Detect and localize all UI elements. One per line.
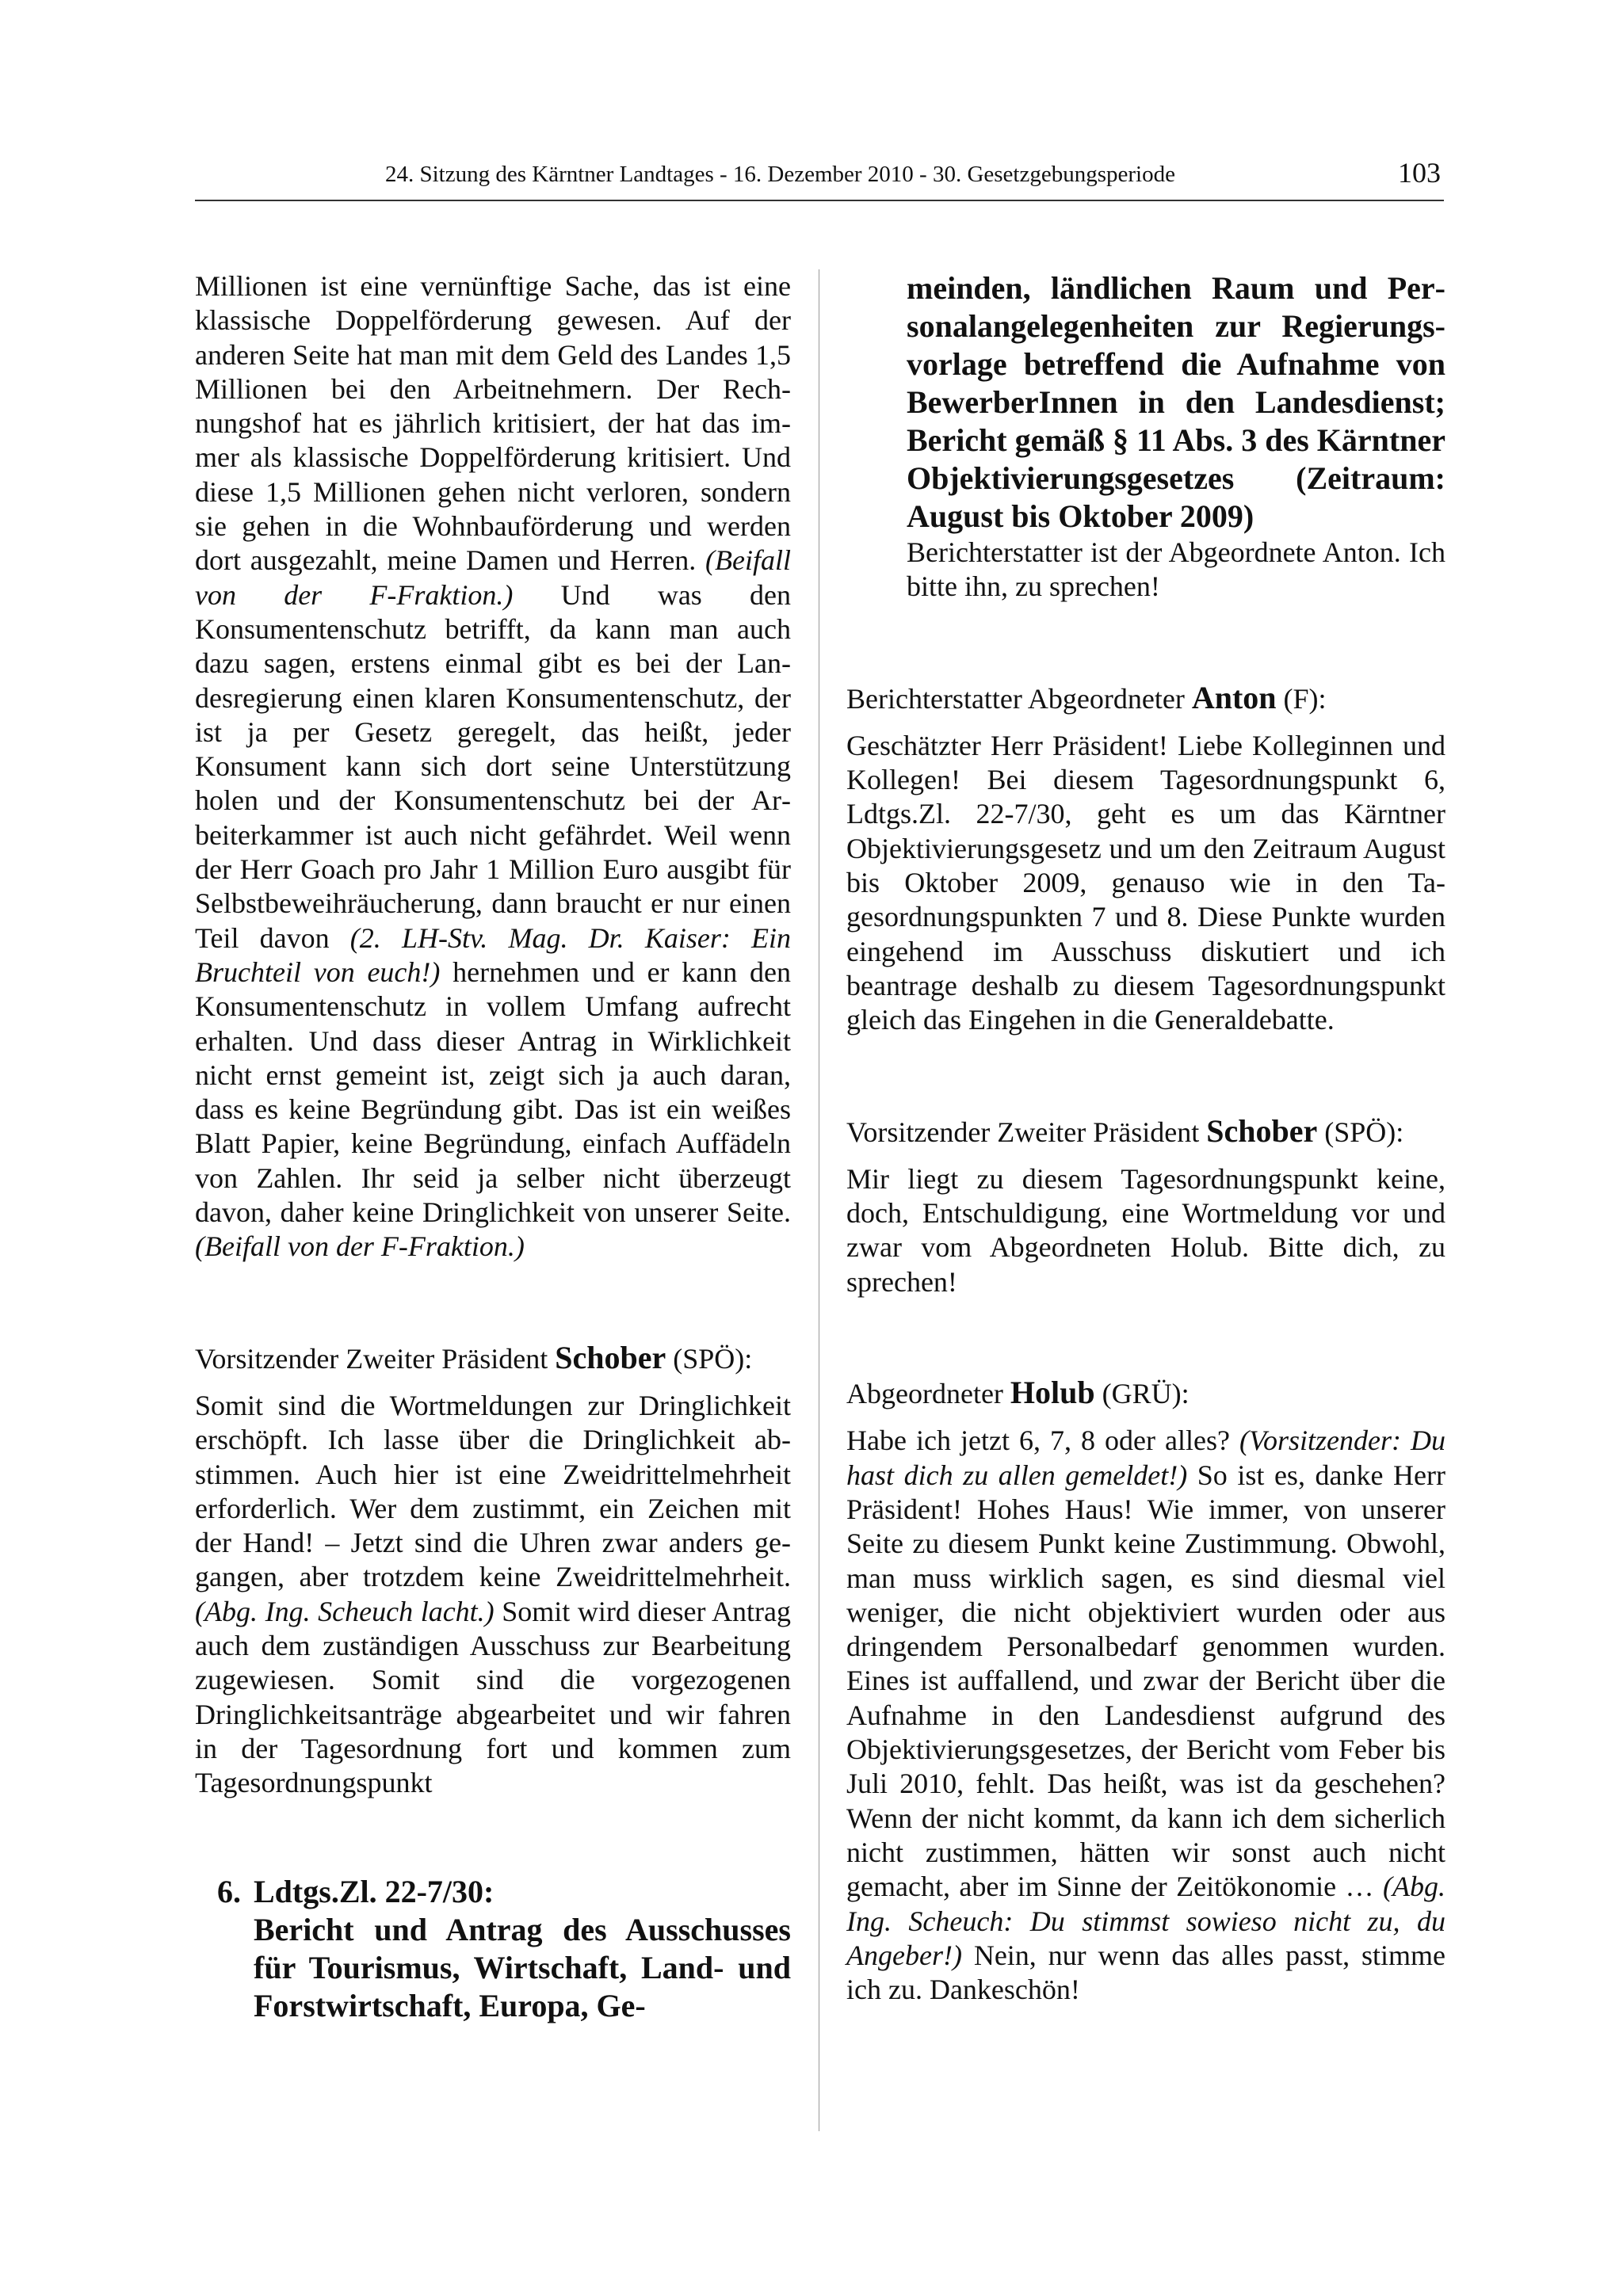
interjection: (Beifall von der F-Fraktion.) xyxy=(195,544,791,611)
speaker-line: Berichterstatter Abgeordneter Anton (F): xyxy=(846,679,1327,715)
paragraph: Geschätzter Herr Präsident! Liebe Kolleginnen und Kollegen! Bei diesem Tagesordnungspunkt 6, Ldtgs.Zl. 22-7/30, geht es um das Kärntner Objektivierungsgesetz und um den Zeitraum August bis Oktober 2009, genauso wie in den Tagesordnungspunkten 7 und 8. Diese Punkte wurden eingehend im Ausschuss diskutiert und ich beantrage deshalb zu diesem Tagesordnungspunkt gleich das Eingehen in die Generaldebatte. xyxy=(846,729,1445,1036)
right-column xyxy=(846,269,1445,2007)
speaker-line: Abgeordneter Holub (GRÜ): xyxy=(846,1375,1190,1411)
paragraph: Mir liegt zu diesem Tagesordnungspunkt keine, doch, Entschuldigung, eine Wortmeldung vor und zwar vom Abgeordneten Holub. Bitte dich, zu sprechen! xyxy=(846,1162,1445,1298)
speaker-name: Anton xyxy=(1191,679,1277,715)
agenda-text: Bericht und Antrag des Ausschusses für Tourismus, Wirtschaft, Land- und Forstwirtschaft, Europa, Ge- xyxy=(254,1912,791,2024)
page-number: 103 xyxy=(1398,157,1441,189)
speaker-name: Holub xyxy=(1010,1375,1095,1411)
speaker-line: Vorsitzender Zweiter Präsident Schober (SPÖ): xyxy=(195,1339,753,1375)
interjection: (Abg. Ing. Scheuch: Du stimmst sowieso nicht zu, du Angeber!) xyxy=(846,1871,1445,1971)
paragraph: Berichterstatter ist der Abgeordnete Anton. Ich bitte ihn, zu sprechen! xyxy=(907,536,1445,603)
paragraph: Millionen ist eine vernünftige Sache, das ist eine klassische Doppelförderung gewesen. Auf der anderen Seite hat man mit dem Geld des Landes 1,5 Millionen bei den Arbeitnehmern. Der Rechnungshof hat es jährlich kritisiert, der hat das immer als klassische Doppelförderung kritisiert. Und diese 1,5 Millionen gehen nicht verloren, sondern sie gehen in die Wohnbauförderung und werden dort ausgezahlt, meine Damen und Herren. (Beifall von der F-Fraktion.) Und was den Konsumentenschutz betrifft, da kann man auch dazu sagen, erstens einmal gibt es bei der Landesregierung einen klaren Konsumentenschutz, der ist ja per Gesetz geregelt, das heißt, jeder Konsument kann sich dort seine Unterstützung holen und der Konsumentenschutz bei der Arbeiterkammer ist auch nicht gefährdet. Weil wenn der Herr Goach pro Jahr 1 Million Euro ausgibt für Selbstbeweihräucherung, dann braucht er nur einen Teil davon (2. LH-Stv. Mag. Dr. Kaiser: Ein Bruchteil von euch!) hernehmen und er kann den Konsumentenschutz in vollem Umfang aufrecht erhalten. Und dass dieser Antrag in Wirklichkeit nicht ernst gemeint ist, zeigt sich ja auch daran, dass es keine Begründung gibt. Das ist ein weißes Blatt Papier, keine Begründung, einfach Auffädeln von Zahlen. Ihr seid ja selber nicht überzeugt davon, daher keine Dringlichkeit von unserer Seite. (Beifall von der F-Fraktion.) xyxy=(195,270,792,1263)
speaker-line: Vorsitzender Zweiter Präsident Schober (SPÖ): xyxy=(846,1112,1404,1149)
interjection: (Beifall von der F-Fraktion.) xyxy=(195,1230,525,1263)
agenda-number: 6. xyxy=(217,1874,241,1910)
paragraph: Somit sind die Wortmeldungen zur Dringlichkeit erschöpft. Ich lasse über die Dringlichkeit abstimmen. Auch hier ist eine Zweidrittelmehrheit erforderlich. Wer dem zustimmt, ein Zeichen mit der Hand! – Jetzt sind die Uhren zwar anders gegangen, aber trotzdem keine Zweidrittelmehrheit. (Abg. Ing. Scheuch lacht.) Somit wird dieser Antrag auch dem zuständigen Ausschuss zur Bearbeitung zugewiesen. Somit sind die vorgezogenen Dringlichkeitsanträge abgearbeitet und wir fahren in der Tagesordnung fort und kommen zum Tagesordnungspunkt xyxy=(195,1389,792,1799)
header-title: 24. Sitzung des Kärntner Landtages - 16. Dezember 2010 - 30. Gesetzgebungsperiode xyxy=(385,162,1175,187)
page-header xyxy=(195,158,1444,201)
interjection: (2. LH-Stv. Mag. Dr. Kaiser: Ein Bruchteil von euch!) xyxy=(195,921,791,988)
interjection: (Abg. Ing. Scheuch lacht.) xyxy=(195,1595,495,1627)
agenda-title: Ldtgs.Zl. 22-7/30: xyxy=(254,1874,495,1910)
paragraph: Habe ich jetzt 6, 7, 8 oder alles? (Vorsitzender: Du hast dich zu allen gemeldet!) So ist es, danke Herr Präsident! Hohes Haus! Wie immer, von unserer Seite zu diesem Punkt keine Zustimmung. Obwohl, man muss wirklich sagen, es sind diesmal viel weniger, die nicht objektiviert wurden oder aus dringendem Personalbedarf genommen wurden. Eines ist auffallend, und zwar der Bericht über die Aufnahme in den Landesdienst aufgrund des Objektivierungsgesetzes, der Bericht vom Feber bis Juli 2010, fehlt. Das heißt, was ist da geschehen? Wenn der nicht kommt, da kann ich dem sicherlich nicht zustimmen, hätten wir sonst auch nicht gemacht, aber im Sinne der Zeitökonomie … (Abg. Ing. Scheuch: Du stimmst sowieso nicht zu, du Angeber!) Nein, nur wenn das alles passt, stimme ich zu. Dankeschön! xyxy=(846,1425,1446,2006)
speaker-name: Schober xyxy=(1206,1112,1318,1149)
agenda-item xyxy=(195,1873,791,2025)
left-column xyxy=(195,269,791,2025)
agenda-continuation: meinden, ländlichen Raum und Personalangelegenheiten zur Regierungsvorlage betreffend die Aufnahme von BewerberInnen in den Landesdienst; Bericht gemäß § 11 Abs. 3 des Kärntner Objektivierungsgesetzes (Zeitraum: August bis Oktober 2009) xyxy=(907,270,1445,534)
interjection: (Vorsitzender: Du hast dich zu allen gemeldet!) xyxy=(846,1425,1445,1491)
speaker-name: Schober xyxy=(555,1339,666,1375)
